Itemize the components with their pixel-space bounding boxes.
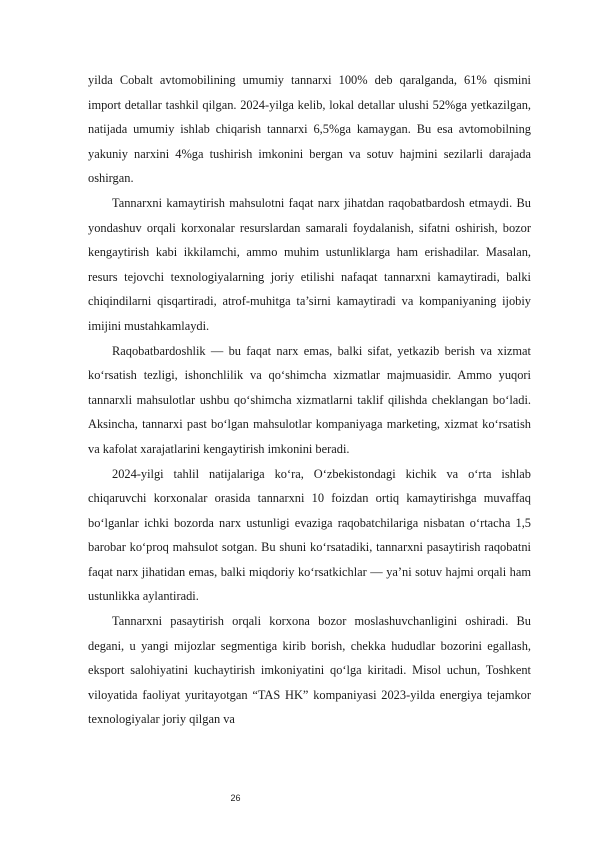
page-number: 26 <box>230 793 241 803</box>
paragraph-3: Raqobatbardoshlik — bu faqat narx emas, balki sifat, yetkazib berish va xizmat ko‘rsatish tezligi, ishonchlilik va qo‘shimcha xizmatlar majmuasidir. Ammo yuqori tannarxli mahsulotlar ushbu qo‘shimcha xizmatlarni taklif qilishda cheklangan bo‘ladi. Aksincha, tannarxi past bo‘lgan mahsulotlar kompaniyaga marketing, xizmat ko‘rsatish va kafolat xarajatlarini kengaytirish imkonini beradi. <box>88 343 531 456</box>
paragraph-4: 2024-yilgi tahlil natijalariga ko‘ra, O‘zbekistondagi kichik va o‘rta ishlab chiqaruvchi korxonalar orasida tannarxni 10 foizdan ortiq kamaytirishga muvaffaq bo‘lganlar ichki bozorda narx ustunligi evaziga raqobatchilariga nisbatan o‘rtacha 1,5 barobar ko‘proq mahsulot sotgan. Bu shuni ko‘rsatadiki, tannarxni pasaytirish raqobatni faqat narx jihatidan emas, balki miqdoriy ko‘rsatkichlar — ya’ni sotuv hajmi orqali ham ustunlikka aylantiradi. <box>88 466 531 604</box>
paragraph-1: yilda Cobalt avtomobilining umumiy tannarxi 100% deb qaralganda, 61% qismini import detallar tashkil qilgan. 2024-yilga kelib, lokal detallar ulushi 52%ga yetkazilgan, natijada umumiy ishlab chiqarish tannarxi 6,5%ga kamaygan. Bu esa avtomobilning yakuniy narxini 4%ga tushirish imkonini bergan va sotuv hajmini sezilarli darajada oshirgan. <box>88 73 531 186</box>
page-number-footer <box>0 793 595 803</box>
paragraph-5: Tannarxni pasaytirish orqali korxona bozor moslashuvchanligini oshiradi. Bu degani, u yangi mijozlar segmentiga kirib borish, chekka hududlar bozorini egallash, eksport salohiyatini kuchaytirish imkoniyatini qo‘lga kiritadi. Misol uchun, Toshkent viloyatida faoliyat yuritayotgan “TAS HK” kompaniyasi 2023-yilda energiya tejamkor texnologiyalar joriy qilgan va <box>88 614 531 727</box>
paragraph-2: Tannarxni kamaytirish mahsulotni faqat narx jihatdan raqobatbardosh etmaydi. Bu yondashuv orqali korxonalar resurslardan samarali foydalanish, sifatni oshirish, bozor kengaytirish kabi ikkilamchi, ammo muhim ustunliklarga ham erishadilar. Masalan, resurs tejovchi texnologiyalarning joriy etilishi nafaqat tannarxni kamaytiradi, balki chiqindilarni qisqartiradi, atrof-muhitga ta’sirni kamaytiradi va kompaniyaning ijobiy imijini mustahkamlaydi. <box>88 195 531 333</box>
document-body <box>88 68 531 732</box>
